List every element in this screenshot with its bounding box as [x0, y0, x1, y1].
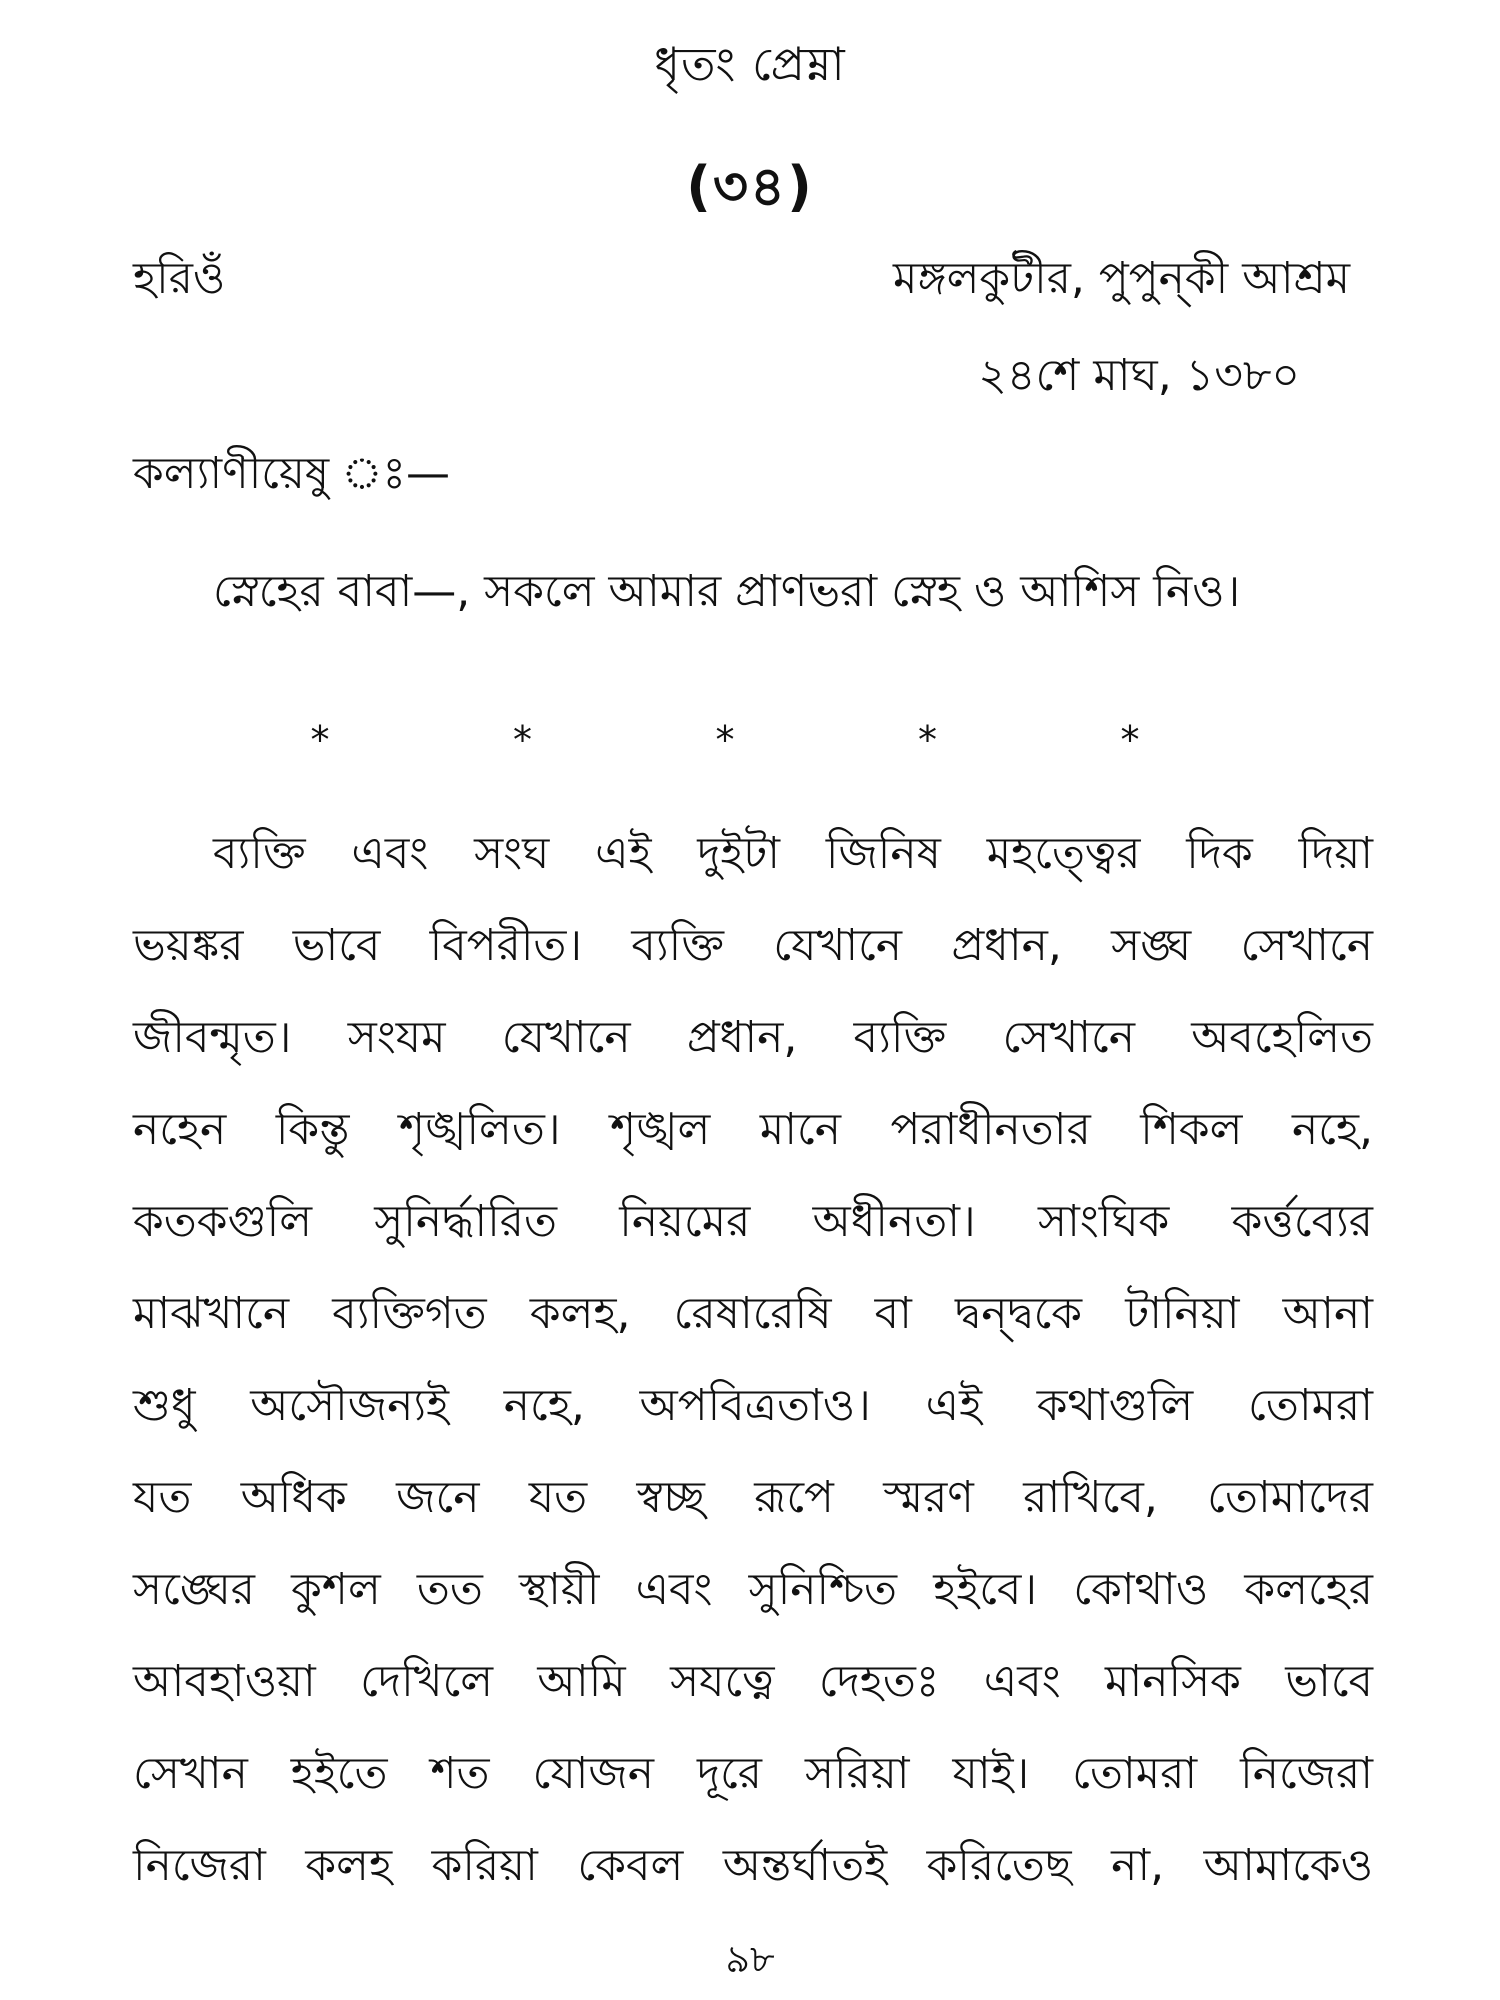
- body-line: শুধু অসৌজন্যই নহে, অপবিত্রতাও। এই কথাগুলি তোমরা: [133, 1380, 1373, 1431]
- section-separator: [300, 718, 1150, 762]
- greeting-paragraph: স্নেহের বাবা—, সকলে আমার প্রাণভরা স্নেহ ও আশিস নিও।: [213, 566, 1241, 617]
- letter-date: ২৪শে মাঘ, ১৩৮০: [978, 350, 1300, 401]
- separator-asterisk: *: [1120, 718, 1140, 762]
- separator-asterisk: *: [715, 718, 735, 762]
- body-line: নহেন কিন্তু শৃঙ্খলিত। শৃঙ্খল মানে পরাধীনতার শিকল নহে,: [133, 1104, 1373, 1155]
- body-line: নিজেরা কলহ করিয়া কেবল অন্তর্ঘাতই করিতেছ না, আমাকেও: [133, 1840, 1373, 1891]
- letter-number: (৩৪): [686, 155, 814, 218]
- letter-body: [133, 808, 1373, 1912]
- body-line: জীবন্মৃত। সংযম যেখানে প্রধান, ব্যক্তি সেখানে অবহেলিত: [133, 1012, 1373, 1063]
- body-line: সঙ্ঘের কুশল তত স্থায়ী এবং সুনিশ্চিত হইবে। কোথাও কলহের: [133, 1564, 1373, 1615]
- addressee: কল্যাণীয়েষু ঃ—: [133, 448, 450, 499]
- body-line: ভয়ঙ্কর ভাবে বিপরীত। ব্যক্তি যেখানে প্রধান, সঙ্ঘ সেখানে: [133, 920, 1373, 971]
- letter-place: মঙ্গলকুটীর, পুপুন্‌কী আশ্রম: [892, 253, 1350, 304]
- page-number: ৯৮: [725, 1937, 775, 1981]
- body-line: কতকগুলি সুনির্দ্ধারিত নিয়মের অধীনতা। সাংঘিক কর্ত্তব্যের: [133, 1196, 1373, 1247]
- separator-asterisk: *: [918, 718, 937, 762]
- body-line: মাঝখানে ব্যক্তিগত কলহ, রেষারেষি বা দ্বন্দ্বকে টানিয়া আনা: [133, 1288, 1373, 1339]
- body-line: যত অধিক জনে যত স্বচ্ছ রূপে স্মরণ রাখিবে, তোমাদের: [133, 1472, 1373, 1523]
- body-line: আবহাওয়া দেখিলে আমি সযত্নে দেহতঃ এবং মানসিক ভাবে: [133, 1656, 1373, 1707]
- running-header: ধৃতং প্রেম্না: [654, 37, 846, 91]
- body-line: ব্যক্তি এবং সংঘ এই দুইটা জিনিষ মহত্ত্বের দিক দিয়া: [213, 828, 1373, 879]
- body-line: সেখান হইতে শত যোজন দূরে সরিয়া যাই। তোমরা নিজেরা: [133, 1748, 1373, 1799]
- separator-asterisk: *: [310, 718, 330, 762]
- separator-asterisk: *: [513, 718, 532, 762]
- invocation: হরিওঁ: [133, 253, 226, 304]
